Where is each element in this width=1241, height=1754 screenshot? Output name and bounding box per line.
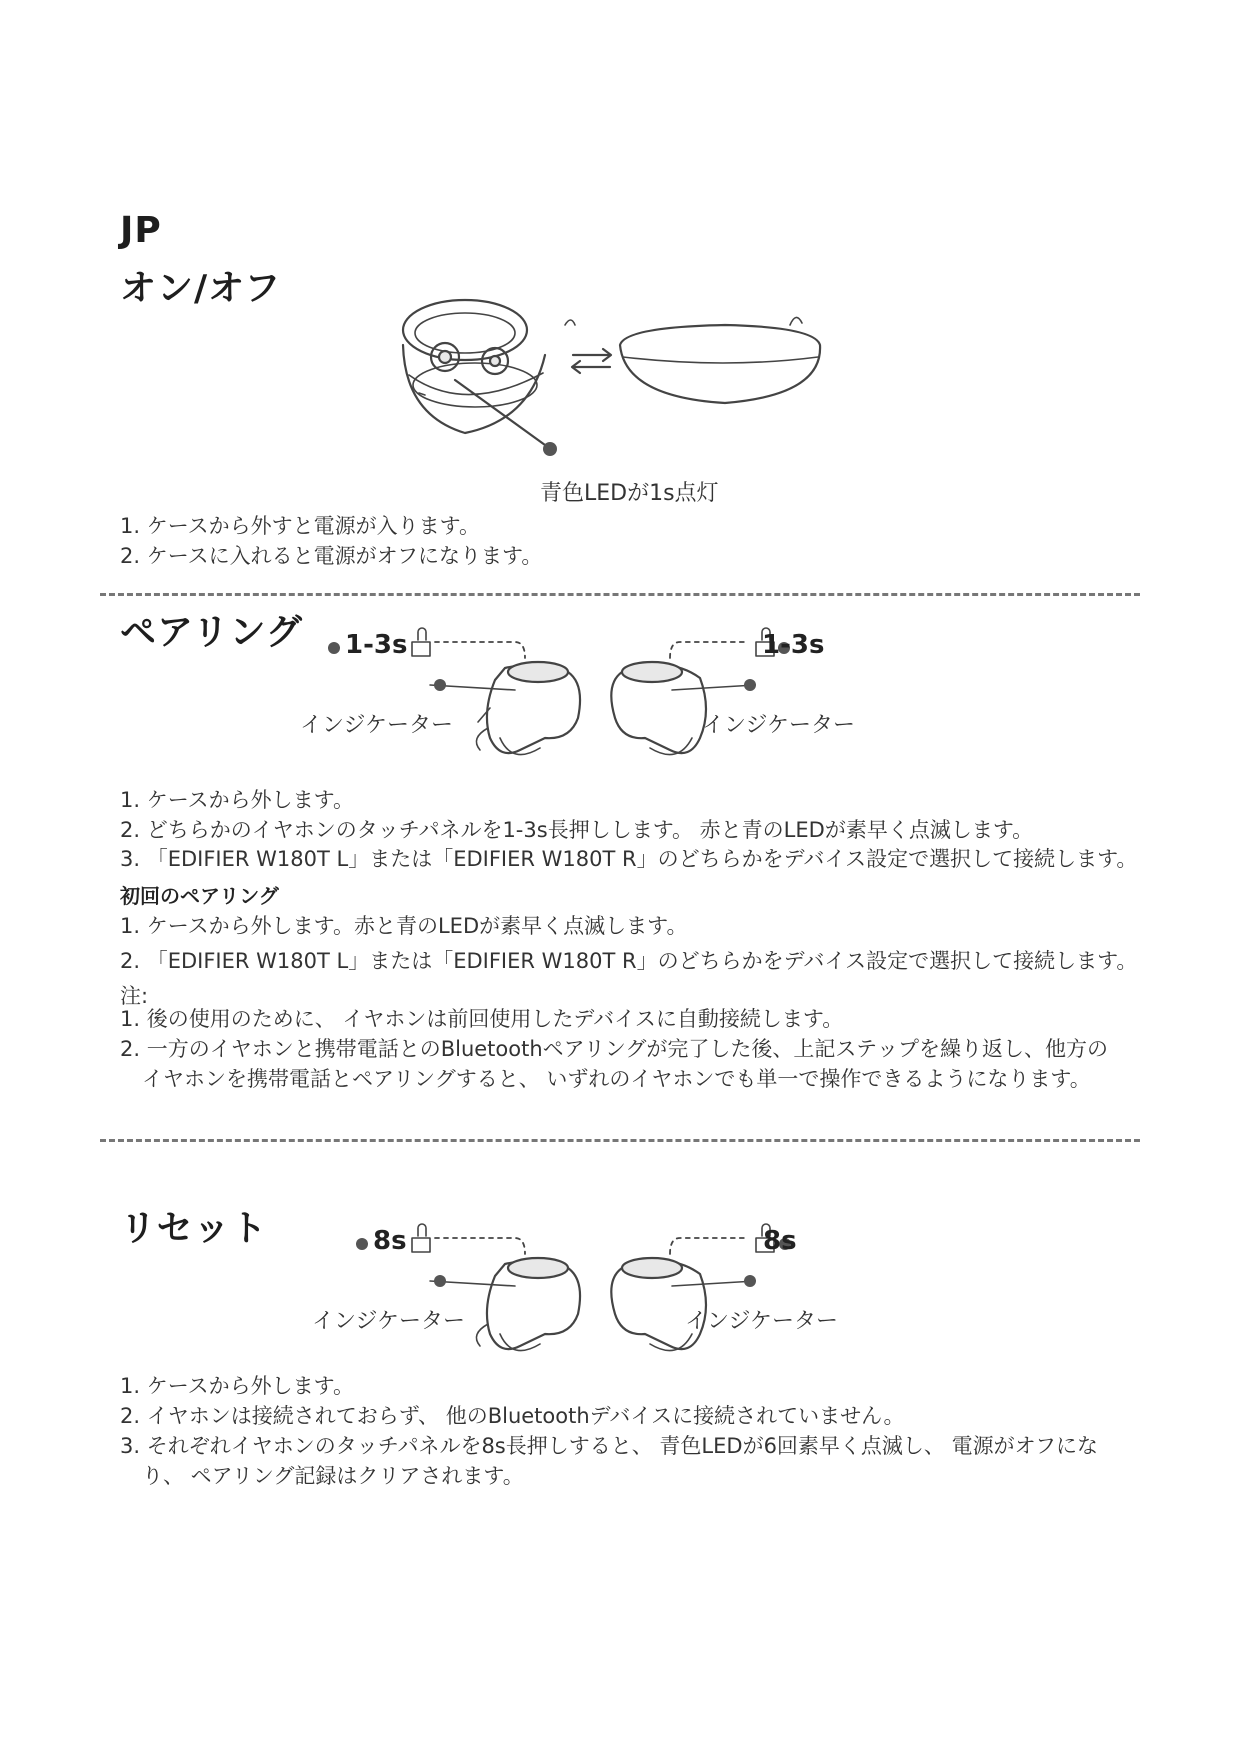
first-pairing-step-1: 1. ケースから外します。赤と青のLEDが素早く点滅します。 (120, 914, 688, 938)
note-1: 1. 後の使用のために、 イヤホンは前回使用したデバイスに自動接続します。 (120, 1007, 844, 1031)
first-pairing-title: 初回のペアリング (120, 884, 279, 908)
onoff-illustration (395, 285, 835, 465)
section-divider (100, 593, 1140, 596)
onoff-step-1: 1. ケースから外すと電源が入ります。 (120, 514, 480, 538)
touch-hand-icon (412, 628, 430, 656)
touch-hand-icon (412, 1224, 430, 1252)
section-title-pairing: ペアリング (120, 612, 303, 653)
reset-step-3: 3. それぞれイヤホンのタッチパネルを8s長押しすると、 青色LEDが6回素早く点滅し、 電源がオフにな (120, 1434, 1098, 1458)
reset-time-left: 8s (373, 1226, 407, 1256)
note-2-continued: イヤホンを携帯電話とペアリングすると、 いずれのイヤホンでも単一で操作できるようになります。 (142, 1067, 1091, 1091)
pairing-step-3: 3. 「EDIFIER W180T L」または「EDIFIER W180T R」のどちらかをデバイス設定で選択して接続します。 (120, 847, 1138, 871)
onoff-step-2: 2. ケースに入れると電源がオフになります。 (120, 544, 543, 568)
pairing-earbuds-illustration (300, 620, 1100, 780)
pairing-step-1: 1. ケースから外します。 (120, 788, 354, 812)
reset-time-right: 8s (763, 1226, 797, 1256)
note-2: 2. 一方のイヤホンと携帯電話とのBluetoothペアリングが完了した後、上記ステップを繰り返し、他方の (120, 1037, 1108, 1061)
language-header: JP (120, 210, 162, 251)
pairing-indicator-left: インジケーター (300, 713, 454, 738)
reset-step-3-continued: り、 ペアリング記録はクリアされます。 (142, 1464, 524, 1488)
section-title-onoff: オン/オフ (120, 268, 282, 309)
first-pairing-step-2: 2. 「EDIFIER W180T L」または「EDIFIER W180T R」のどちらかをデバイス設定で選択して接続します。 (120, 949, 1138, 973)
reset-indicator-right: インジケーター (685, 1309, 839, 1334)
pairing-step-2: 2. どちらかのイヤホンのタッチパネルを1-3s長押しします。 赤と青のLEDが素早く点滅します。 (120, 818, 1034, 842)
reset-step-1: 1. ケースから外します。 (120, 1374, 354, 1398)
section-title-reset: リセット (120, 1208, 268, 1249)
charging-case-illustration (395, 285, 835, 465)
reset-earbuds-illustration (300, 1216, 1100, 1376)
pairing-time-right: 1-3s (762, 630, 825, 660)
onoff-led-caption: 青色LEDが1s点灯 (540, 481, 719, 506)
note-label: 注: (120, 984, 149, 1008)
section-divider (100, 1139, 1140, 1142)
reset-indicator-left: インジケーター (312, 1309, 466, 1334)
pairing-indicator-right: インジケーター (702, 713, 856, 738)
pairing-time-left: 1-3s (345, 630, 408, 660)
reset-step-2: 2. イヤホンは接続されておらず、 他のBluetoothデバイスに接続されていません。 (120, 1404, 905, 1428)
